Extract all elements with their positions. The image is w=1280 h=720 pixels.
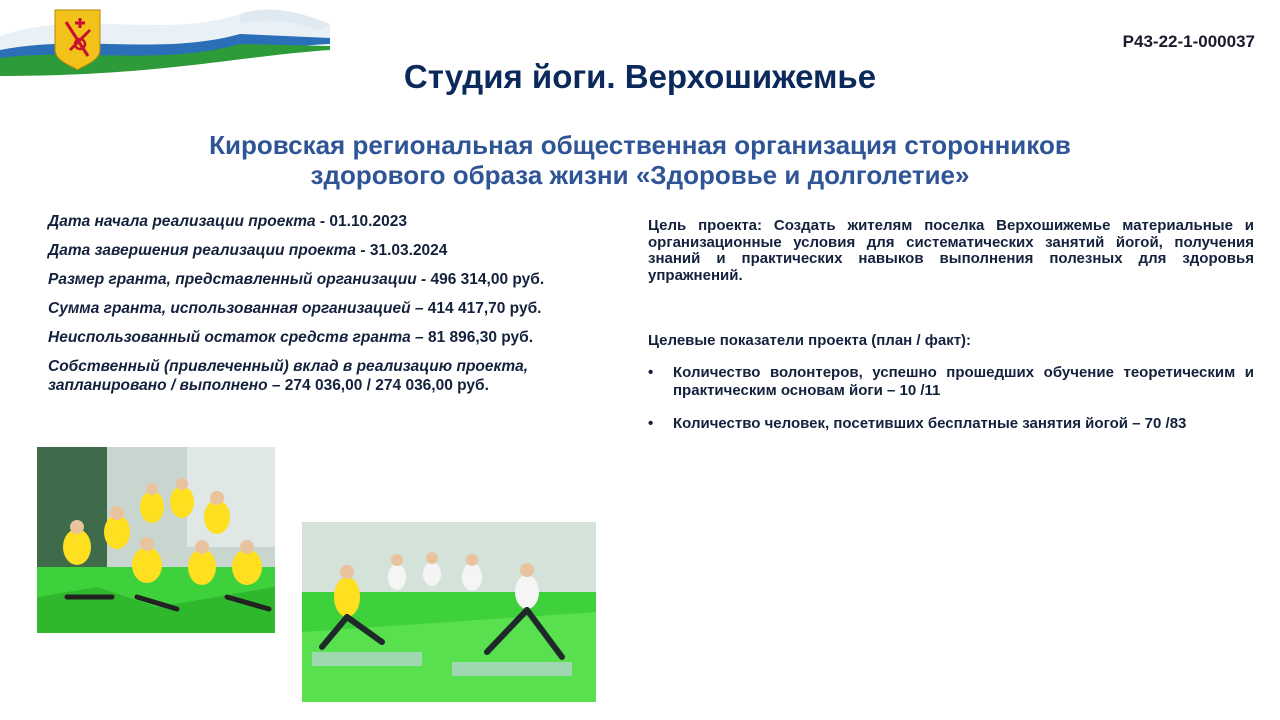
detail-grant-remaining (48, 328, 638, 347)
detail-start-date (48, 212, 638, 231)
project-goal: Цель проекта: Создать жителям поселка Верхошижемье материальные и организационные условия для систематических занятий йогой, получения знаний и практических навыков выполнения полезных для здоровья упражнений. (648, 217, 1254, 284)
detail-value: 274 036,00 / 274 036,00 руб. (284, 377, 489, 394)
indicator-item (648, 364, 1254, 400)
detail-grant-size (48, 270, 638, 289)
detail-label: Сумма гранта, использованная организацией (48, 300, 411, 317)
detail-value: 81 896,30 руб. (427, 329, 534, 346)
detail-label: Дата начала реализации проекта (48, 213, 316, 230)
indicator-text: Количество человек, посетивших бесплатные занятия йогой – 70 /83 (673, 415, 1187, 432)
organization-name (100, 130, 1180, 190)
detail-label: Размер гранта, представленный организации (48, 271, 417, 288)
detail-label: Неиспользованный остаток средств гранта (48, 329, 411, 346)
photo-lunge-pose (302, 522, 596, 702)
detail-separator: - (356, 242, 370, 259)
detail-end-date (48, 241, 638, 260)
detail-value: 414 417,70 руб. (427, 300, 542, 317)
detail-grant-used (48, 299, 638, 318)
document-code: Р43-22-1-000037 (1122, 32, 1255, 51)
detail-separator: - (416, 271, 431, 288)
indicators-title: Целевые показатели проекта (план / факт): (648, 332, 972, 349)
detail-value: 496 314,00 руб. (430, 271, 545, 288)
organization-name-line-1: Кировская региональная общественная организация сторонников (209, 130, 1071, 160)
detail-label: Дата завершения реализации проекта (48, 242, 357, 259)
organization-name-line-2: здорового образа жизни «Здоровье и долголетие» (310, 160, 970, 190)
indicator-text: Количество волонтеров, успешно прошедших обучение теоретическим и практическим основам йоги – 10 /11 (673, 364, 1254, 399)
detail-own-contribution (48, 357, 638, 395)
detail-separator: – (410, 300, 428, 317)
page-title: Студия йоги. Верхошижемье (403, 58, 877, 95)
detail-label: Собственный (привлеченный) вклад в реализацию проекта, запланировано / выполнено (48, 358, 529, 394)
detail-separator: - (315, 213, 330, 230)
bullet-icon: • (648, 415, 654, 432)
detail-value: 31.03.2024 (369, 242, 448, 259)
project-details (48, 212, 638, 405)
photo-group-pose (37, 447, 275, 633)
detail-separator: – (267, 377, 285, 394)
detail-value: 01.10.2023 (329, 213, 407, 230)
detail-separator: – (410, 329, 428, 346)
bullet-icon: • (648, 364, 654, 381)
indicator-item (648, 415, 1254, 433)
project-goal-section (648, 218, 1254, 433)
